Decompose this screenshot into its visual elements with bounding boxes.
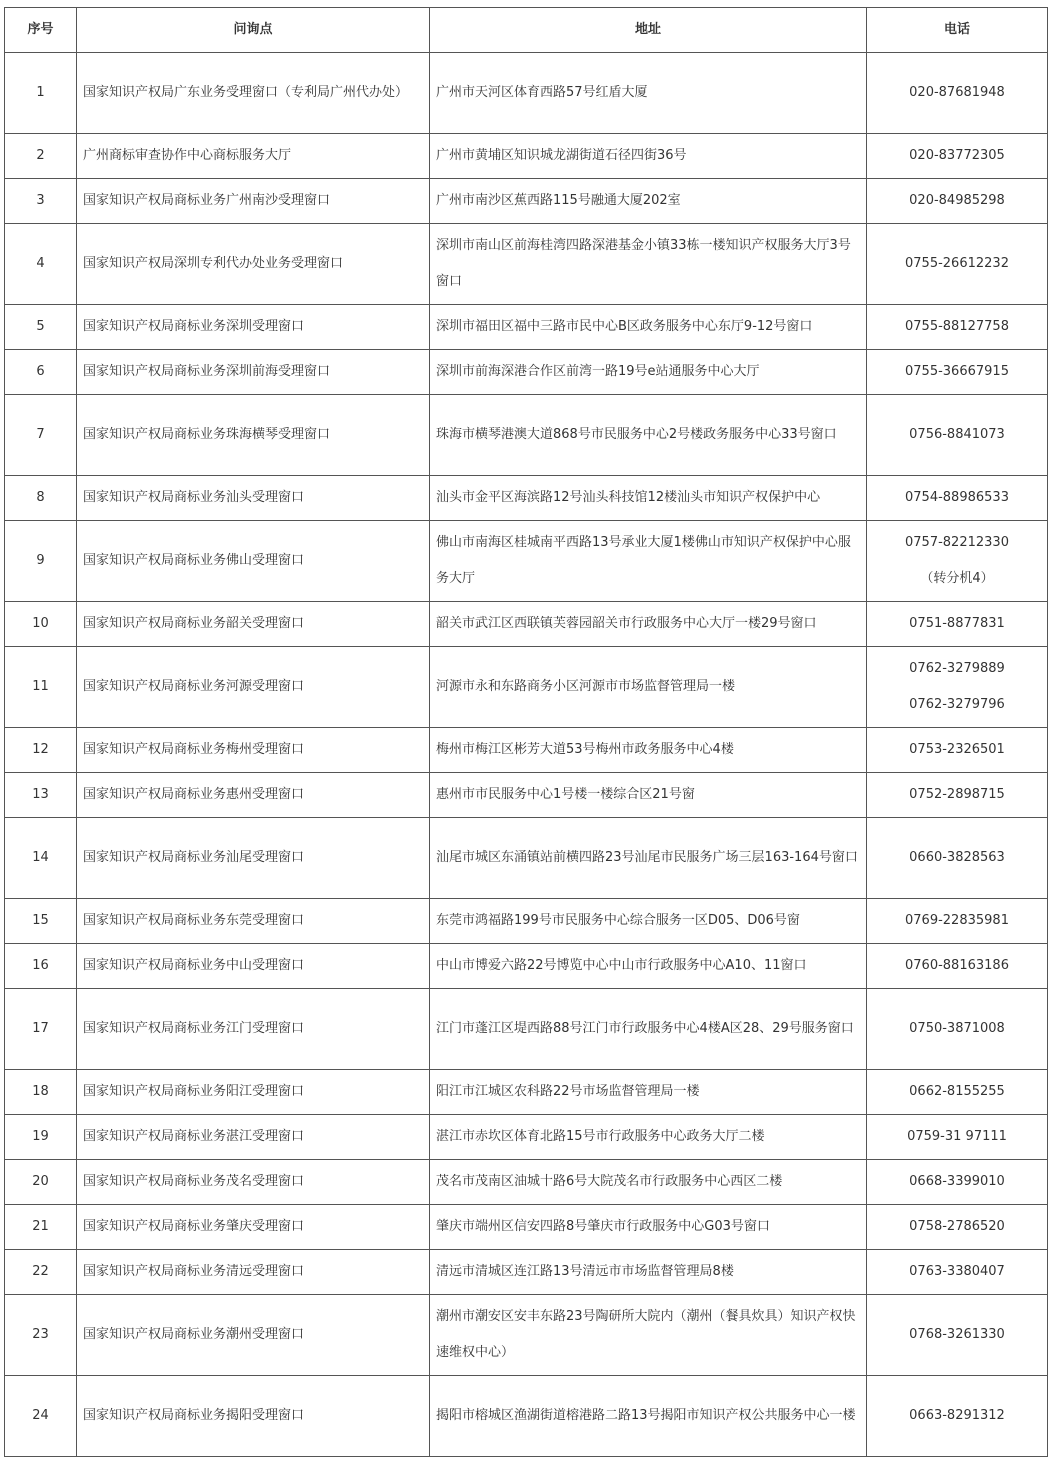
inquiry-point: 国家知识产权局商标业务江门受理窗口 xyxy=(77,989,430,1070)
inquiry-point: 国家知识产权局商标业务佛山受理窗口 xyxy=(77,521,430,602)
phone xyxy=(867,1115,1048,1160)
phone xyxy=(867,1295,1048,1376)
table-row xyxy=(5,53,1048,134)
row-number: 20 xyxy=(5,1160,77,1205)
table-row xyxy=(5,818,1048,899)
address: 汕尾市城区东涌镇站前横四路23号汕尾市民服务广场三层163-164号窗口 xyxy=(430,818,867,899)
row-number: 11 xyxy=(5,647,77,728)
phone-number: 0755-26612232 xyxy=(905,256,1009,271)
inquiry-point: 国家知识产权局广东业务受理窗口（专利局广州代办处） xyxy=(77,53,430,134)
phone xyxy=(867,1160,1048,1205)
header-no: 序号 xyxy=(5,8,77,53)
inquiry-point: 国家知识产权局商标业务清远受理窗口 xyxy=(77,1250,430,1295)
phone xyxy=(867,1250,1048,1295)
phone-number: （转分机4） xyxy=(920,571,994,586)
header-address: 地址 xyxy=(430,8,867,53)
address: 深圳市福田区福中三路市民中心B区政务服务中心东厅9-12号窗口 xyxy=(430,305,867,350)
row-number: 5 xyxy=(5,305,77,350)
address: 肇庆市端州区信安四路8号肇庆市行政服务中心G03号窗口 xyxy=(430,1205,867,1250)
phone xyxy=(867,899,1048,944)
row-number: 3 xyxy=(5,179,77,224)
table-row xyxy=(5,647,1048,728)
inquiry-point: 国家知识产权局商标业务东莞受理窗口 xyxy=(77,899,430,944)
address: 茂名市茂南区油城十路6号大院茂名市行政服务中心西区二楼 xyxy=(430,1160,867,1205)
table-row xyxy=(5,899,1048,944)
inquiry-point: 国家知识产权局商标业务湛江受理窗口 xyxy=(77,1115,430,1160)
phone xyxy=(867,134,1048,179)
table-row xyxy=(5,989,1048,1070)
phone xyxy=(867,728,1048,773)
phone-number: 0663-8291312 xyxy=(909,1408,1005,1423)
address: 中山市博爱六路22号博览中心中山市行政服务中心A10、11窗口 xyxy=(430,944,867,989)
phone-number: 0763-3380407 xyxy=(909,1264,1005,1279)
address: 江门市蓬江区堤西路88号江门市行政服务中心4楼A区28、29号服务窗口 xyxy=(430,989,867,1070)
address: 深圳市前海深港合作区前湾一路19号e站通服务中心大厅 xyxy=(430,350,867,395)
table-row xyxy=(5,602,1048,647)
table-row xyxy=(5,224,1048,305)
phone-number: 0755-88127758 xyxy=(905,319,1009,334)
phone xyxy=(867,305,1048,350)
table-row xyxy=(5,1376,1048,1457)
phone-number: 0752-2898715 xyxy=(909,787,1005,802)
address: 广州市天河区体育西路57号红盾大厦 xyxy=(430,53,867,134)
row-number: 14 xyxy=(5,818,77,899)
phone-number: 0769-22835981 xyxy=(905,913,1009,928)
phone-number: 0753-2326501 xyxy=(909,742,1005,757)
phone xyxy=(867,602,1048,647)
phone-number: 0762-3279889 xyxy=(909,661,1005,676)
phone xyxy=(867,944,1048,989)
phone xyxy=(867,818,1048,899)
row-number: 17 xyxy=(5,989,77,1070)
table-row xyxy=(5,728,1048,773)
inquiry-point: 国家知识产权局深圳专利代办处业务受理窗口 xyxy=(77,224,430,305)
inquiry-point: 广州商标审查协作中心商标服务大厅 xyxy=(77,134,430,179)
inquiry-point: 国家知识产权局商标业务汕尾受理窗口 xyxy=(77,818,430,899)
inquiry-point: 国家知识产权局商标业务阳江受理窗口 xyxy=(77,1070,430,1115)
table-row xyxy=(5,944,1048,989)
phone-number: 020-84985298 xyxy=(909,193,1005,208)
address: 广州市黄埔区知识城龙湖街道石径四街36号 xyxy=(430,134,867,179)
address: 湛江市赤坎区体育北路15号市行政服务中心政务大厅二楼 xyxy=(430,1115,867,1160)
phone-number: 020-87681948 xyxy=(909,85,1005,100)
address: 潮州市潮安区安丰东路23号陶研所大院内（潮州（餐具炊具）知识产权快速维权中心） xyxy=(430,1295,867,1376)
inquiry-point: 国家知识产权局商标业务揭阳受理窗口 xyxy=(77,1376,430,1457)
phone xyxy=(867,647,1048,728)
phone xyxy=(867,1070,1048,1115)
table-row xyxy=(5,1160,1048,1205)
table-row xyxy=(5,350,1048,395)
row-number: 18 xyxy=(5,1070,77,1115)
address: 广州市南沙区蕉西路115号融通大厦202室 xyxy=(430,179,867,224)
phone xyxy=(867,1376,1048,1457)
address: 河源市永和东路商务小区河源市市场监督管理局一楼 xyxy=(430,647,867,728)
row-number: 13 xyxy=(5,773,77,818)
row-number: 12 xyxy=(5,728,77,773)
row-number: 22 xyxy=(5,1250,77,1295)
inquiry-point: 国家知识产权局商标业务潮州受理窗口 xyxy=(77,1295,430,1376)
address: 揭阳市榕城区渔湖街道榕港路二路13号揭阳市知识产权公共服务中心一楼 xyxy=(430,1376,867,1457)
row-number: 4 xyxy=(5,224,77,305)
phone xyxy=(867,395,1048,476)
phone-number: 0760-88163186 xyxy=(905,958,1009,973)
inquiry-point: 国家知识产权局商标业务深圳受理窗口 xyxy=(77,305,430,350)
inquiry-point: 国家知识产权局商标业务汕头受理窗口 xyxy=(77,476,430,521)
table-row xyxy=(5,1115,1048,1160)
table-row xyxy=(5,521,1048,602)
phone xyxy=(867,350,1048,395)
row-number: 23 xyxy=(5,1295,77,1376)
phone-number: 0755-36667915 xyxy=(905,364,1009,379)
row-number: 10 xyxy=(5,602,77,647)
row-number: 24 xyxy=(5,1376,77,1457)
phone-number: 0759-31 97111 xyxy=(907,1129,1007,1144)
table-row xyxy=(5,773,1048,818)
table-header-row xyxy=(5,8,1048,53)
row-number: 2 xyxy=(5,134,77,179)
header-phone: 电话 xyxy=(867,8,1048,53)
table-row xyxy=(5,1295,1048,1376)
phone xyxy=(867,989,1048,1070)
inquiry-point: 国家知识产权局商标业务河源受理窗口 xyxy=(77,647,430,728)
phone-number: 0758-2786520 xyxy=(909,1219,1005,1234)
inquiry-point: 国家知识产权局商标业务梅州受理窗口 xyxy=(77,728,430,773)
phone-number: 0668-3399010 xyxy=(909,1174,1005,1189)
phone-number: 0756-8841073 xyxy=(909,427,1005,442)
phone-number: 0762-3279796 xyxy=(909,697,1005,712)
address: 珠海市横琴港澳大道868号市民服务中心2号楼政务服务中心33号窗口 xyxy=(430,395,867,476)
inquiry-point: 国家知识产权局商标业务肇庆受理窗口 xyxy=(77,1205,430,1250)
address: 阳江市江城区农科路22号市场监督管理局一楼 xyxy=(430,1070,867,1115)
inquiry-point: 国家知识产权局商标业务茂名受理窗口 xyxy=(77,1160,430,1205)
phone-number: 0660-3828563 xyxy=(909,850,1005,865)
table-row xyxy=(5,179,1048,224)
table-row xyxy=(5,134,1048,179)
address: 深圳市南山区前海桂湾四路深港基金小镇33栋一楼知识产权服务大厅3号窗口 xyxy=(430,224,867,305)
row-number: 8 xyxy=(5,476,77,521)
row-number: 9 xyxy=(5,521,77,602)
phone-number: 0662-8155255 xyxy=(909,1084,1005,1099)
table-row xyxy=(5,1070,1048,1115)
phone xyxy=(867,476,1048,521)
address: 韶关市武江区西联镇芙蓉园韶关市行政服务中心大厅一楼29号窗口 xyxy=(430,602,867,647)
address: 汕头市金平区海滨路12号汕头科技馆12楼汕头市知识产权保护中心 xyxy=(430,476,867,521)
table-row xyxy=(5,1250,1048,1295)
inquiry-point: 国家知识产权局商标业务韶关受理窗口 xyxy=(77,602,430,647)
phone-number: 0757-82212330 xyxy=(905,535,1009,550)
phone xyxy=(867,53,1048,134)
row-number: 7 xyxy=(5,395,77,476)
row-number: 16 xyxy=(5,944,77,989)
row-number: 19 xyxy=(5,1115,77,1160)
phone xyxy=(867,773,1048,818)
address: 梅州市梅江区彬芳大道53号梅州市政务服务中心4楼 xyxy=(430,728,867,773)
phone-number: 020-83772305 xyxy=(909,148,1005,163)
inquiry-point: 国家知识产权局商标业务珠海横琴受理窗口 xyxy=(77,395,430,476)
address: 佛山市南海区桂城南平西路13号承业大厦1楼佛山市知识产权保护中心服务大厅 xyxy=(430,521,867,602)
table-row xyxy=(5,1205,1048,1250)
phone xyxy=(867,179,1048,224)
phone-number: 0750-3871008 xyxy=(909,1021,1005,1036)
table-row xyxy=(5,395,1048,476)
phone-number: 0768-3261330 xyxy=(909,1327,1005,1342)
header-name: 问询点 xyxy=(77,8,430,53)
phone-number: 0751-8877831 xyxy=(909,616,1005,631)
phone-number: 0754-88986533 xyxy=(905,490,1009,505)
phone xyxy=(867,224,1048,305)
phone xyxy=(867,521,1048,602)
phone xyxy=(867,1205,1048,1250)
address: 惠州市市民服务中心1号楼一楼综合区21号窗 xyxy=(430,773,867,818)
inquiry-point: 国家知识产权局商标业务惠州受理窗口 xyxy=(77,773,430,818)
table-row xyxy=(5,305,1048,350)
table-row xyxy=(5,476,1048,521)
row-number: 15 xyxy=(5,899,77,944)
row-number: 1 xyxy=(5,53,77,134)
row-number: 21 xyxy=(5,1205,77,1250)
contact-table xyxy=(4,7,1048,1457)
address: 东莞市鸿福路199号市民服务中心综合服务一区D05、D06号窗 xyxy=(430,899,867,944)
inquiry-point: 国家知识产权局商标业务中山受理窗口 xyxy=(77,944,430,989)
row-number: 6 xyxy=(5,350,77,395)
inquiry-point: 国家知识产权局商标业务广州南沙受理窗口 xyxy=(77,179,430,224)
inquiry-point: 国家知识产权局商标业务深圳前海受理窗口 xyxy=(77,350,430,395)
address: 清远市清城区连江路13号清远市市场监督管理局8楼 xyxy=(430,1250,867,1295)
